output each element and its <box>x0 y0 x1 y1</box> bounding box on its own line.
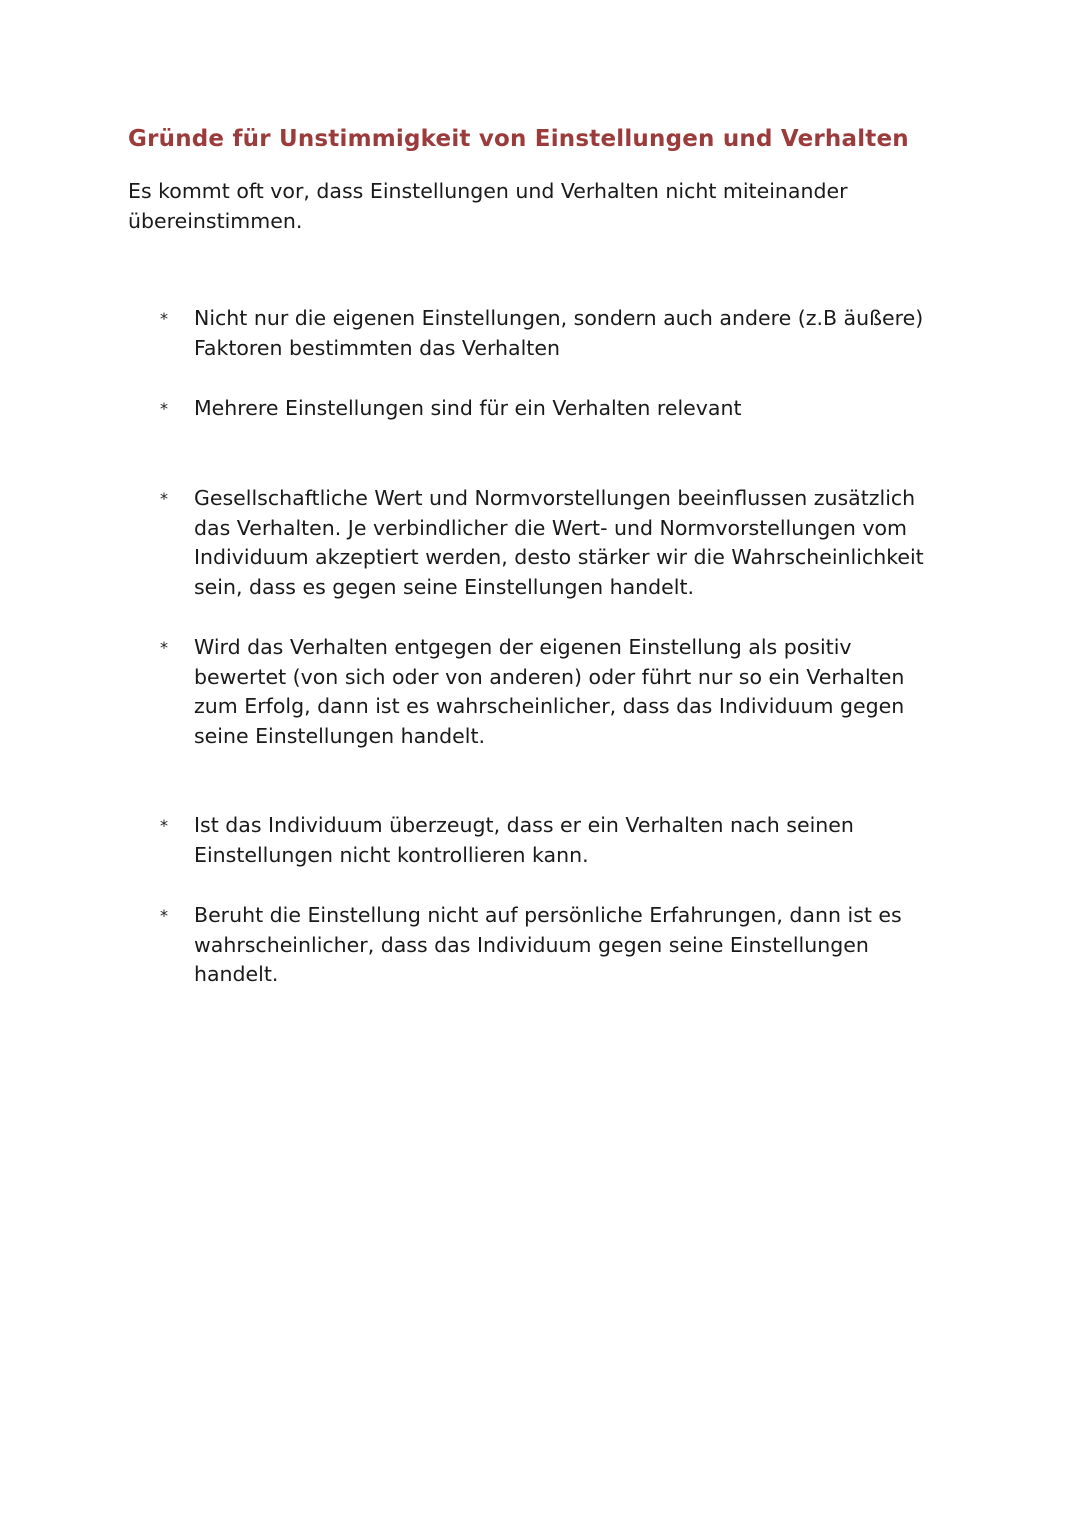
text-line: Gesellschaftliche Wert und Normvorstellungen beeinflussen zusätzlich <box>194 486 916 510</box>
list-item-text <box>194 633 954 751</box>
list-item-text <box>194 484 954 602</box>
text-line: das Verhalten. Je verbindlicher die Wert- und Normvorstellungen vom <box>194 515 907 540</box>
text-line: sein, dass es gegen seine Einstellungen handelt. <box>194 574 695 599</box>
text-line: Beruht die Einstellung nicht auf persönliche Erfahrungen, dann ist es <box>194 903 902 927</box>
text-line: seine Einstellungen handelt. <box>194 723 486 748</box>
page-title: Gründe für Unstimmigkeit von Einstellungen und Verhalten <box>128 126 909 152</box>
intro-line: übereinstimmen. <box>128 208 303 233</box>
list-item-text <box>194 304 954 363</box>
text-line: Mehrere Einstellungen sind für ein Verhalten relevant <box>194 396 742 420</box>
bullet-marker: * <box>160 489 168 508</box>
list-item-text <box>194 901 954 990</box>
intro-paragraph <box>128 177 928 236</box>
text-line: handelt. <box>194 962 279 986</box>
text-line: Wird das Verhalten entgegen der eigenen Einstellung als positiv <box>194 635 852 659</box>
text-line: Nicht nur die eigenen Einstellungen, sondern auch andere (z.B äußere) <box>194 306 924 330</box>
text-line: Einstellungen nicht kontrollieren kann. <box>194 842 589 867</box>
text-line: Individuum akzeptiert werden, desto stärker wir die Wahrscheinlichkeit <box>194 545 924 569</box>
intro-line: Es kommt oft vor, dass Einstellungen und Verhalten nicht miteinander <box>128 179 848 203</box>
bullet-marker: * <box>160 638 168 657</box>
list-item-text <box>194 394 954 424</box>
text-line: wahrscheinlicher, dass das Individuum gegen seine Einstellungen <box>194 932 869 957</box>
text-line: Faktoren bestimmten das Verhalten <box>194 335 560 360</box>
text-line: Ist das Individuum überzeugt, dass er ein Verhalten nach seinen <box>194 813 854 837</box>
bullet-marker: * <box>160 906 168 925</box>
bullet-marker: * <box>160 399 168 418</box>
bullet-marker: * <box>160 816 168 835</box>
bullet-marker: * <box>160 309 168 328</box>
list-item-text <box>194 811 954 870</box>
text-line: bewertet (von sich oder von anderen) oder führt nur so ein Verhalten <box>194 664 905 689</box>
text-line: zum Erfolg, dann ist es wahrscheinlicher, dass das Individuum gegen <box>194 694 905 718</box>
